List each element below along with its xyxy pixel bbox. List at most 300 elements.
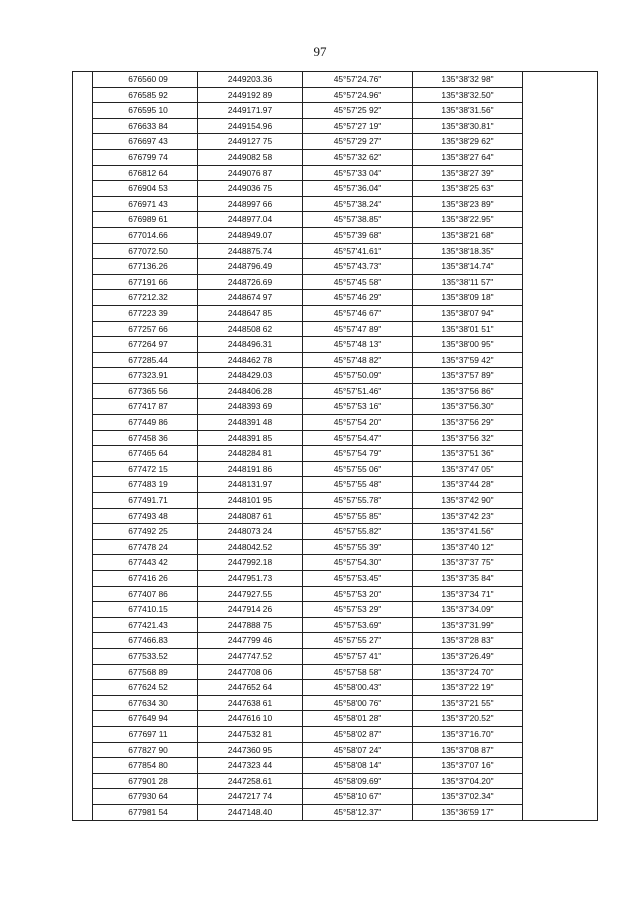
- row-margin-cell: [73, 321, 93, 337]
- longitude-cell: 135°38'11 57": [413, 274, 523, 290]
- row-empty-cell: [523, 742, 598, 758]
- table-row: [73, 415, 598, 431]
- x-coordinate-cell: 677257 66: [93, 321, 198, 337]
- table-row: [73, 305, 598, 321]
- y-coordinate-cell: 2448647 85: [198, 305, 303, 321]
- row-margin-cell: [73, 118, 93, 134]
- longitude-cell: 135°38'32 98": [413, 72, 523, 88]
- row-margin-cell: [73, 602, 93, 618]
- longitude-cell: 135°37'16.70": [413, 726, 523, 742]
- longitude-cell: 135°37'59 42": [413, 352, 523, 368]
- row-empty-cell: [523, 758, 598, 774]
- table-row: [73, 695, 598, 711]
- x-coordinate-cell: 677649 94: [93, 711, 198, 727]
- row-empty-cell: [523, 555, 598, 571]
- table-row: [73, 555, 598, 571]
- x-coordinate-cell: 677533.52: [93, 648, 198, 664]
- row-margin-cell: [73, 726, 93, 742]
- longitude-cell: 135°37'56 32": [413, 430, 523, 446]
- row-empty-cell: [523, 149, 598, 165]
- table-row: [73, 243, 598, 259]
- row-empty-cell: [523, 477, 598, 493]
- x-coordinate-cell: 676989 61: [93, 212, 198, 228]
- row-empty-cell: [523, 493, 598, 509]
- y-coordinate-cell: 2447323 44: [198, 758, 303, 774]
- x-coordinate-cell: 677981 54: [93, 804, 198, 820]
- table-row: [73, 399, 598, 415]
- x-coordinate-cell: 677416 26: [93, 571, 198, 587]
- x-coordinate-cell: 677443 42: [93, 555, 198, 571]
- y-coordinate-cell: 2447708 06: [198, 664, 303, 680]
- latitude-cell: 45°58'10 67": [303, 789, 413, 805]
- table-row: [73, 290, 598, 306]
- y-coordinate-cell: 2447217 74: [198, 789, 303, 805]
- x-coordinate-cell: 677191 66: [93, 274, 198, 290]
- x-coordinate-cell: 677472 15: [93, 461, 198, 477]
- longitude-cell: 135°37'57 89": [413, 368, 523, 384]
- row-margin-cell: [73, 259, 93, 275]
- row-margin-cell: [73, 633, 93, 649]
- x-coordinate-cell: 676904 53: [93, 181, 198, 197]
- y-coordinate-cell: 2449203.36: [198, 72, 303, 88]
- row-margin-cell: [73, 508, 93, 524]
- row-margin-cell: [73, 196, 93, 212]
- y-coordinate-cell: 2449154.96: [198, 118, 303, 134]
- row-margin-cell: [73, 586, 93, 602]
- table-row: [73, 664, 598, 680]
- x-coordinate-cell: 676633 84: [93, 118, 198, 134]
- row-empty-cell: [523, 539, 598, 555]
- y-coordinate-cell: 2447927.55: [198, 586, 303, 602]
- longitude-cell: 135°37'31.99": [413, 617, 523, 633]
- x-coordinate-cell: 676971 43: [93, 196, 198, 212]
- row-empty-cell: [523, 617, 598, 633]
- longitude-cell: 135°37'41.56": [413, 524, 523, 540]
- longitude-cell: 135°37'04.20": [413, 773, 523, 789]
- y-coordinate-cell: 2447799 46: [198, 633, 303, 649]
- latitude-cell: 45°57'38.85": [303, 212, 413, 228]
- row-empty-cell: [523, 430, 598, 446]
- latitude-cell: 45°57'55 06": [303, 461, 413, 477]
- row-margin-cell: [73, 524, 93, 540]
- x-coordinate-cell: 677634 30: [93, 695, 198, 711]
- x-coordinate-cell: 676697 43: [93, 134, 198, 150]
- y-coordinate-cell: 2448131.97: [198, 477, 303, 493]
- row-margin-cell: [73, 87, 93, 103]
- y-coordinate-cell: 2448462 78: [198, 352, 303, 368]
- y-coordinate-cell: 2447532 81: [198, 726, 303, 742]
- longitude-cell: 135°37'40 12": [413, 539, 523, 555]
- x-coordinate-cell: 677930 64: [93, 789, 198, 805]
- longitude-cell: 135°38'32.50": [413, 87, 523, 103]
- y-coordinate-cell: 2448042.52: [198, 539, 303, 555]
- y-coordinate-cell: 2448496.31: [198, 337, 303, 353]
- y-coordinate-cell: 2447652 64: [198, 680, 303, 696]
- x-coordinate-cell: 677491.71: [93, 493, 198, 509]
- row-margin-cell: [73, 337, 93, 353]
- row-margin-cell: [73, 165, 93, 181]
- longitude-cell: 135°37'34 71": [413, 586, 523, 602]
- y-coordinate-cell: 2448087 61: [198, 508, 303, 524]
- y-coordinate-cell: 2447616 10: [198, 711, 303, 727]
- row-margin-cell: [73, 399, 93, 415]
- row-empty-cell: [523, 165, 598, 181]
- table-row: [73, 711, 598, 727]
- latitude-cell: 45°57'55 39": [303, 539, 413, 555]
- longitude-cell: 135°37'42 90": [413, 493, 523, 509]
- table-row: [73, 461, 598, 477]
- y-coordinate-cell: 2448391 85: [198, 430, 303, 446]
- latitude-cell: 45°57'25 92": [303, 103, 413, 119]
- row-empty-cell: [523, 804, 598, 820]
- row-empty-cell: [523, 680, 598, 696]
- row-margin-cell: [73, 227, 93, 243]
- x-coordinate-cell: 677493 48: [93, 508, 198, 524]
- y-coordinate-cell: 2447914 26: [198, 602, 303, 618]
- row-empty-cell: [523, 103, 598, 119]
- table-row: [73, 72, 598, 88]
- x-coordinate-cell: 677854 80: [93, 758, 198, 774]
- table-row: [73, 368, 598, 384]
- row-empty-cell: [523, 399, 598, 415]
- x-coordinate-cell: 676595 10: [93, 103, 198, 119]
- longitude-cell: 135°38'30.81": [413, 118, 523, 134]
- table-row: [73, 337, 598, 353]
- row-empty-cell: [523, 87, 598, 103]
- x-coordinate-cell: 677285.44: [93, 352, 198, 368]
- latitude-cell: 45°57'43.73": [303, 259, 413, 275]
- x-coordinate-cell: 677478 24: [93, 539, 198, 555]
- latitude-cell: 45°57'54.30": [303, 555, 413, 571]
- row-empty-cell: [523, 134, 598, 150]
- x-coordinate-cell: 677417 87: [93, 399, 198, 415]
- x-coordinate-cell: 677323.91: [93, 368, 198, 384]
- table-row: [73, 383, 598, 399]
- longitude-cell: 135°38'23 89": [413, 196, 523, 212]
- row-empty-cell: [523, 726, 598, 742]
- table-row: [73, 804, 598, 820]
- row-empty-cell: [523, 508, 598, 524]
- x-coordinate-cell: 677466.83: [93, 633, 198, 649]
- row-empty-cell: [523, 321, 598, 337]
- longitude-cell: 135°38'31.56": [413, 103, 523, 119]
- latitude-cell: 45°57'48 13": [303, 337, 413, 353]
- y-coordinate-cell: 2448726.69: [198, 274, 303, 290]
- row-empty-cell: [523, 337, 598, 353]
- latitude-cell: 45°58'01 28": [303, 711, 413, 727]
- latitude-cell: 45°57'51.46": [303, 383, 413, 399]
- longitude-cell: 135°38'22.95": [413, 212, 523, 228]
- row-margin-cell: [73, 539, 93, 555]
- row-margin-cell: [73, 103, 93, 119]
- latitude-cell: 45°57'55 85": [303, 508, 413, 524]
- row-empty-cell: [523, 789, 598, 805]
- x-coordinate-cell: 677624 52: [93, 680, 198, 696]
- latitude-cell: 45°57'55.82": [303, 524, 413, 540]
- row-margin-cell: [73, 758, 93, 774]
- row-margin-cell: [73, 134, 93, 150]
- row-empty-cell: [523, 602, 598, 618]
- y-coordinate-cell: 2448393 69: [198, 399, 303, 415]
- table-row: [73, 571, 598, 587]
- longitude-cell: 135°38'29 62": [413, 134, 523, 150]
- latitude-cell: 45°57'53 16": [303, 399, 413, 415]
- latitude-cell: 45°58'12.37": [303, 804, 413, 820]
- latitude-cell: 45°57'45 58": [303, 274, 413, 290]
- y-coordinate-cell: 2449076 87: [198, 165, 303, 181]
- table-row: [73, 586, 598, 602]
- row-margin-cell: [73, 383, 93, 399]
- y-coordinate-cell: 2448796.49: [198, 259, 303, 275]
- longitude-cell: 135°37'51 36": [413, 446, 523, 462]
- row-margin-cell: [73, 181, 93, 197]
- row-empty-cell: [523, 72, 598, 88]
- longitude-cell: 135°37'56 86": [413, 383, 523, 399]
- row-empty-cell: [523, 227, 598, 243]
- longitude-cell: 135°37'47 05": [413, 461, 523, 477]
- latitude-cell: 45°58'07 24": [303, 742, 413, 758]
- latitude-cell: 45°57'50.09": [303, 368, 413, 384]
- y-coordinate-cell: 2448101 95: [198, 493, 303, 509]
- x-coordinate-cell: 677223 39: [93, 305, 198, 321]
- latitude-cell: 45°57'38.24": [303, 196, 413, 212]
- x-coordinate-cell: 677483 19: [93, 477, 198, 493]
- table-row: [73, 103, 598, 119]
- row-empty-cell: [523, 633, 598, 649]
- latitude-cell: 45°57'53.69": [303, 617, 413, 633]
- x-coordinate-cell: 677827 90: [93, 742, 198, 758]
- latitude-cell: 45°57'47 89": [303, 321, 413, 337]
- longitude-cell: 135°38'01 51": [413, 321, 523, 337]
- x-coordinate-cell: 677264 97: [93, 337, 198, 353]
- row-empty-cell: [523, 290, 598, 306]
- y-coordinate-cell: 2448674 97: [198, 290, 303, 306]
- longitude-cell: 135°38'07 94": [413, 305, 523, 321]
- row-margin-cell: [73, 212, 93, 228]
- latitude-cell: 45°58'02 87": [303, 726, 413, 742]
- table-row: [73, 227, 598, 243]
- table-row: [73, 602, 598, 618]
- row-margin-cell: [73, 493, 93, 509]
- longitude-cell: 135°37'56 29": [413, 415, 523, 431]
- latitude-cell: 45°57'55.78": [303, 493, 413, 509]
- x-coordinate-cell: 677492 25: [93, 524, 198, 540]
- row-empty-cell: [523, 181, 598, 197]
- row-empty-cell: [523, 524, 598, 540]
- x-coordinate-cell: 677697 11: [93, 726, 198, 742]
- table-row: [73, 134, 598, 150]
- longitude-cell: 135°38'25 63": [413, 181, 523, 197]
- longitude-cell: 135°36'59 17": [413, 804, 523, 820]
- row-empty-cell: [523, 383, 598, 399]
- table-row: [73, 321, 598, 337]
- row-empty-cell: [523, 212, 598, 228]
- x-coordinate-cell: 677449 86: [93, 415, 198, 431]
- row-margin-cell: [73, 789, 93, 805]
- table-row: [73, 617, 598, 633]
- row-empty-cell: [523, 274, 598, 290]
- latitude-cell: 45°57'57 41": [303, 648, 413, 664]
- row-empty-cell: [523, 586, 598, 602]
- y-coordinate-cell: 2448977.04: [198, 212, 303, 228]
- y-coordinate-cell: 2447747.52: [198, 648, 303, 664]
- longitude-cell: 135°37'56.30": [413, 399, 523, 415]
- latitude-cell: 45°57'55 27": [303, 633, 413, 649]
- x-coordinate-cell: 676799 74: [93, 149, 198, 165]
- latitude-cell: 45°57'46 29": [303, 290, 413, 306]
- table-row: [73, 446, 598, 462]
- latitude-cell: 45°57'27 19": [303, 118, 413, 134]
- longitude-cell: 135°37'28 83": [413, 633, 523, 649]
- y-coordinate-cell: 2448191 86: [198, 461, 303, 477]
- table-row: [73, 352, 598, 368]
- y-coordinate-cell: 2449082 58: [198, 149, 303, 165]
- row-empty-cell: [523, 352, 598, 368]
- table-row: [73, 508, 598, 524]
- latitude-cell: 45°58'00 76": [303, 695, 413, 711]
- row-margin-cell: [73, 368, 93, 384]
- x-coordinate-cell: 677458 36: [93, 430, 198, 446]
- longitude-cell: 135°37'35 84": [413, 571, 523, 587]
- row-margin-cell: [73, 477, 93, 493]
- longitude-cell: 135°38'27 64": [413, 149, 523, 165]
- row-margin-cell: [73, 72, 93, 88]
- latitude-cell: 45°57'33 04": [303, 165, 413, 181]
- table-row: [73, 87, 598, 103]
- latitude-cell: 45°57'32 62": [303, 149, 413, 165]
- x-coordinate-cell: 677407 86: [93, 586, 198, 602]
- x-coordinate-cell: 677901 28: [93, 773, 198, 789]
- y-coordinate-cell: 2447258.61: [198, 773, 303, 789]
- latitude-cell: 45°58'00.43": [303, 680, 413, 696]
- row-margin-cell: [73, 695, 93, 711]
- table-row: [73, 165, 598, 181]
- row-empty-cell: [523, 773, 598, 789]
- row-margin-cell: [73, 352, 93, 368]
- latitude-cell: 45°57'24.76": [303, 72, 413, 88]
- y-coordinate-cell: 2449192 89: [198, 87, 303, 103]
- table-row: [73, 212, 598, 228]
- latitude-cell: 45°57'53 29": [303, 602, 413, 618]
- x-coordinate-cell: 676560 09: [93, 72, 198, 88]
- x-coordinate-cell: 677072.50: [93, 243, 198, 259]
- row-empty-cell: [523, 695, 598, 711]
- row-margin-cell: [73, 461, 93, 477]
- table-row: [73, 726, 598, 742]
- y-coordinate-cell: 2449171.97: [198, 103, 303, 119]
- longitude-cell: 135°38'14.74": [413, 259, 523, 275]
- x-coordinate-cell: 677568 89: [93, 664, 198, 680]
- longitude-cell: 135°38'21 68": [413, 227, 523, 243]
- latitude-cell: 45°57'53.45": [303, 571, 413, 587]
- table-row: [73, 477, 598, 493]
- table-row: [73, 789, 598, 805]
- table-row: [73, 259, 598, 275]
- x-coordinate-cell: 677212.32: [93, 290, 198, 306]
- x-coordinate-cell: 677421.43: [93, 617, 198, 633]
- longitude-cell: 135°37'22 19": [413, 680, 523, 696]
- table-row: [73, 181, 598, 197]
- table-row: [73, 758, 598, 774]
- row-margin-cell: [73, 804, 93, 820]
- longitude-cell: 135°37'20.52": [413, 711, 523, 727]
- latitude-cell: 45°57'54.47": [303, 430, 413, 446]
- latitude-cell: 45°57'24.96": [303, 87, 413, 103]
- longitude-cell: 135°37'26.49": [413, 648, 523, 664]
- y-coordinate-cell: 2447638 61: [198, 695, 303, 711]
- longitude-cell: 135°37'24 70": [413, 664, 523, 680]
- table-row: [73, 648, 598, 664]
- row-empty-cell: [523, 711, 598, 727]
- row-empty-cell: [523, 305, 598, 321]
- y-coordinate-cell: 2448406.28: [198, 383, 303, 399]
- row-margin-cell: [73, 680, 93, 696]
- row-empty-cell: [523, 571, 598, 587]
- table-row: [73, 539, 598, 555]
- latitude-cell: 45°57'36.04": [303, 181, 413, 197]
- coordinates-table-body: [73, 72, 598, 821]
- x-coordinate-cell: 677465 64: [93, 446, 198, 462]
- y-coordinate-cell: 2448508 62: [198, 321, 303, 337]
- row-margin-cell: [73, 742, 93, 758]
- y-coordinate-cell: 2449036 75: [198, 181, 303, 197]
- x-coordinate-cell: 676585 92: [93, 87, 198, 103]
- y-coordinate-cell: 2448997 66: [198, 196, 303, 212]
- row-margin-cell: [73, 290, 93, 306]
- y-coordinate-cell: 2448875.74: [198, 243, 303, 259]
- row-empty-cell: [523, 243, 598, 259]
- row-margin-cell: [73, 305, 93, 321]
- latitude-cell: 45°57'54 79": [303, 446, 413, 462]
- row-margin-cell: [73, 571, 93, 587]
- table-row: [73, 524, 598, 540]
- row-empty-cell: [523, 461, 598, 477]
- row-empty-cell: [523, 368, 598, 384]
- longitude-cell: 135°37'02.34": [413, 789, 523, 805]
- latitude-cell: 45°58'08 14": [303, 758, 413, 774]
- latitude-cell: 45°58'09.69": [303, 773, 413, 789]
- table-row: [73, 493, 598, 509]
- y-coordinate-cell: 2447951.73: [198, 571, 303, 587]
- table-row: [73, 274, 598, 290]
- latitude-cell: 45°57'39 68": [303, 227, 413, 243]
- y-coordinate-cell: 2447888 75: [198, 617, 303, 633]
- latitude-cell: 45°57'58 58": [303, 664, 413, 680]
- row-margin-cell: [73, 555, 93, 571]
- longitude-cell: 135°38'27 39": [413, 165, 523, 181]
- latitude-cell: 45°57'53 20": [303, 586, 413, 602]
- row-margin-cell: [73, 648, 93, 664]
- longitude-cell: 135°37'42 23": [413, 508, 523, 524]
- y-coordinate-cell: 2448284 81: [198, 446, 303, 462]
- coordinates-table: [72, 71, 598, 821]
- longitude-cell: 135°38'00 95": [413, 337, 523, 353]
- x-coordinate-cell: 676812 64: [93, 165, 198, 181]
- row-margin-cell: [73, 711, 93, 727]
- row-empty-cell: [523, 446, 598, 462]
- y-coordinate-cell: 2447148.40: [198, 804, 303, 820]
- longitude-cell: 135°37'37 75": [413, 555, 523, 571]
- row-empty-cell: [523, 415, 598, 431]
- row-empty-cell: [523, 118, 598, 134]
- y-coordinate-cell: 2448391 48: [198, 415, 303, 431]
- latitude-cell: 45°57'29 27": [303, 134, 413, 150]
- row-empty-cell: [523, 664, 598, 680]
- table-row: [73, 118, 598, 134]
- table-row: [73, 680, 598, 696]
- latitude-cell: 45°57'54 20": [303, 415, 413, 431]
- latitude-cell: 45°57'55 48": [303, 477, 413, 493]
